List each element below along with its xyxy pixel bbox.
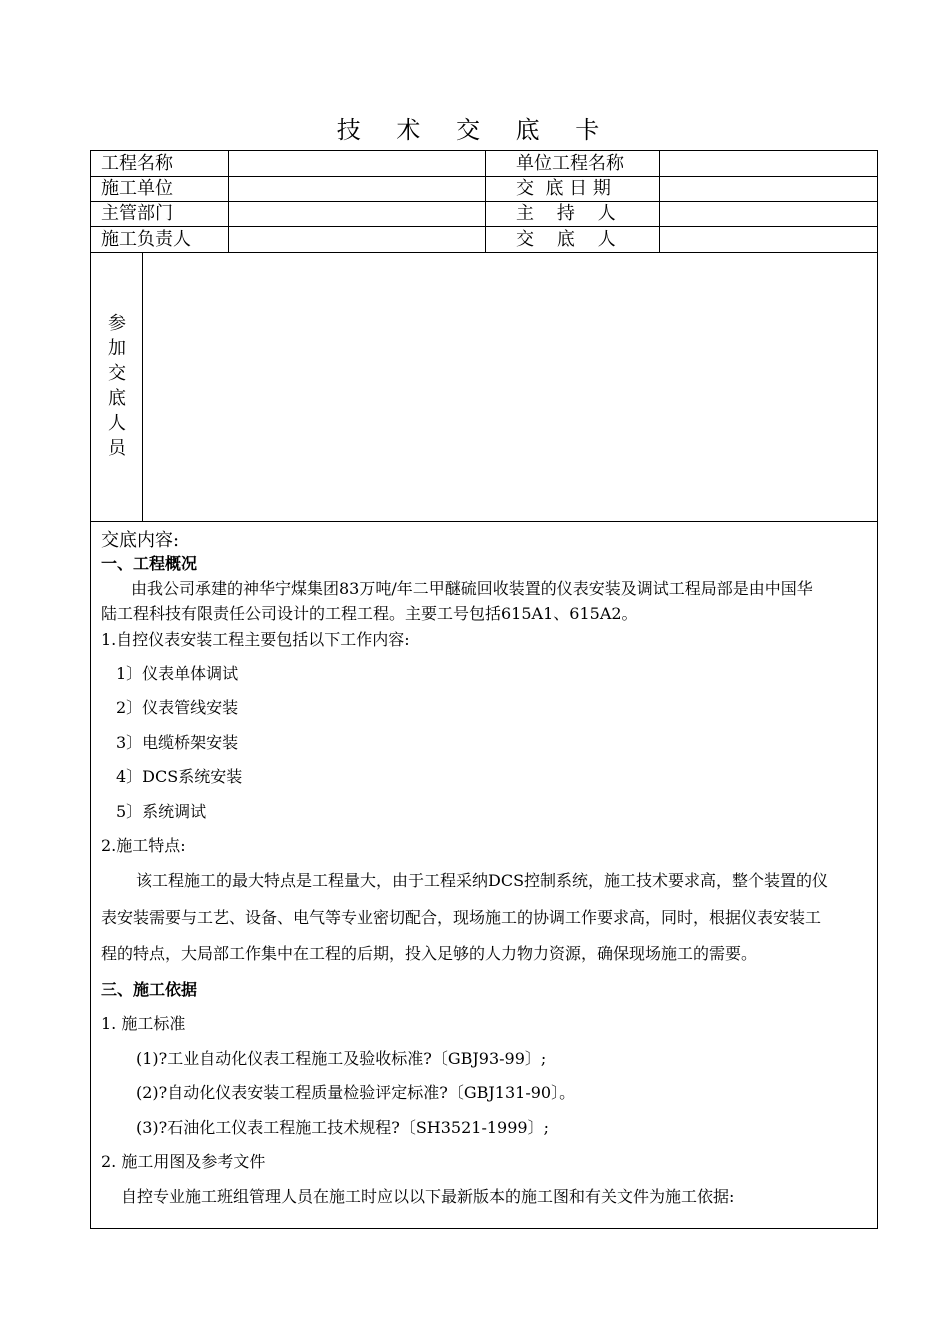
scope-title: 1.自控仪表安装工程主要包括以下工作内容: (101, 630, 410, 649)
construction-unit-field[interactable] (229, 176, 485, 201)
page-title: 技 术 交 底 卡 (336, 116, 614, 144)
label-discloser: 交 底 人 (516, 229, 616, 250)
features-title: 2.施工特点: (101, 836, 186, 855)
standard-item: (3)?石油化工仪表工程施工技术规程?〔SH3521-1999〕; (136, 1118, 549, 1137)
participants-label: 参 加 交 底 人 员 (108, 313, 126, 459)
col-divider (485, 151, 486, 252)
overview-text: 陆工程科技有限责任公司设计的工程工程。主要工号包括615A1、615A2。 (101, 604, 638, 623)
standard-item: (2)?自动化仪表安装工程质量检验评定标准?〔GBJ131-90〕。 (136, 1083, 576, 1102)
project-name-field[interactable] (229, 151, 485, 176)
disclosure-date-field[interactable] (660, 176, 878, 201)
features-text: 程的特点，大局部工作集中在工程的后期，投入足够的人力物力资源，确保现场施工的需要。 (101, 944, 758, 963)
content-heading: 交底内容: (101, 530, 180, 551)
unit-project-name-field[interactable] (660, 151, 878, 176)
discloser-field[interactable] (660, 226, 878, 252)
drawings-title: 2. 施工用图及参考文件 (101, 1152, 266, 1171)
disclosure-form (90, 150, 878, 1229)
participants-field[interactable] (143, 253, 878, 521)
row-divider (91, 521, 877, 522)
section1-title: 一、工程概况 (101, 554, 198, 573)
label-construction-unit: 施工单位 (101, 178, 173, 199)
label-department: 主管部门 (101, 203, 173, 224)
label-host: 主 持 人 (516, 203, 616, 224)
features-text: 表安装需要与工艺、设备、电气等专业密切配合，现场施工的协调工作要求高，同时，根据仪表安装工 (101, 908, 822, 927)
standard-item: (1)?工业自动化仪表工程施工及验收标准?〔GBJ93-99〕; (136, 1049, 547, 1068)
overview-text: 由我公司承建的神华宁煤集团83万吨/年二甲醚硫回收装置的仪表安装及调试工程局部是由中国华 (131, 579, 813, 598)
label-project-name: 工程名称 (101, 153, 173, 174)
standards-title: 1. 施工标准 (101, 1014, 186, 1033)
list-item: 5〕系统调试 (116, 802, 207, 821)
list-item: 2〕仪表管线安装 (116, 698, 239, 717)
drawings-text: 自控专业施工班组管理人员在施工时应以以下最新版本的施工图和有关文件为施工依据: (121, 1187, 735, 1206)
list-item: 1〕仪表单体调试 (116, 664, 239, 683)
department-field[interactable] (229, 201, 485, 226)
list-item: 3〕电缆桥架安装 (116, 733, 239, 752)
features-text: 该工程施工的最大特点是工程量大，由于工程采纳DCS控制系统，施工技术要求高，整个装置的仪 (136, 871, 829, 890)
section3-title: 三、施工依据 (101, 980, 198, 999)
label-unit-project-name: 单位工程名称 (516, 153, 624, 174)
list-item: 4〕DCS系统安装 (116, 767, 243, 786)
label-disclosure-date: 交 底 日 期 (516, 178, 611, 199)
label-construction-lead: 施工负责人 (101, 229, 191, 250)
construction-lead-field[interactable] (229, 226, 485, 252)
host-field[interactable] (660, 201, 878, 226)
